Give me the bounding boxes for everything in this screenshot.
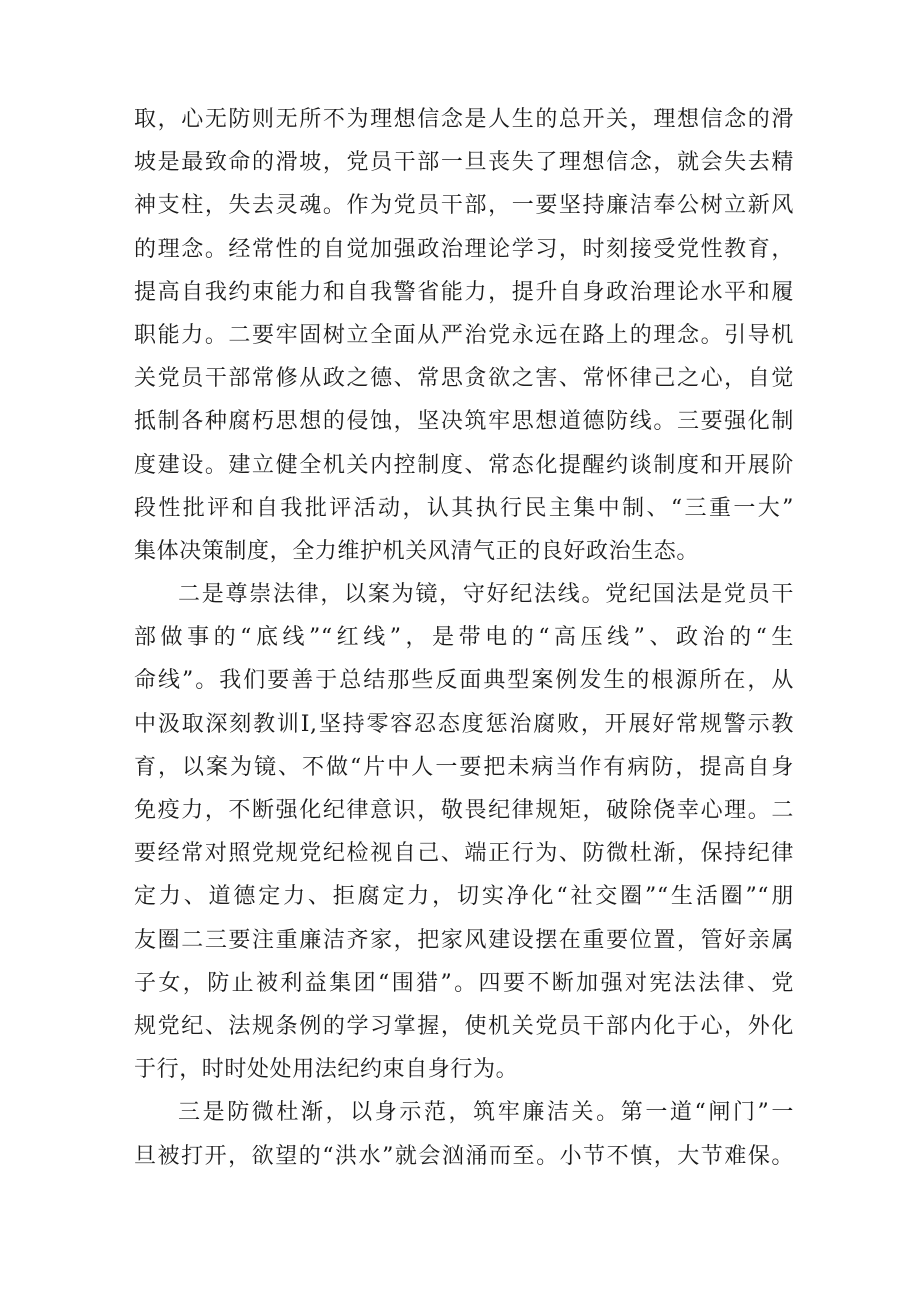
text-line: 友圈二三要注重廉洁齐家，把家风建设摆在重要位置，管好亲属 [134,927,794,953]
text-line: 规党纪、法规条例的学习掌握，使机关党员干部内化于心，外化 [134,1013,794,1039]
text-line: 关党员干部常修从政之德、常思贪欲之害、常怀律己之心，自觉 [134,366,794,392]
text-line: 的理念。经常性的自觉加强政治理论学习，时刻接受党性教育， [134,236,794,262]
text-line: 三是防微杜渐，以身示范，筑牢廉洁关。第一道“闸门”一 [178,1100,794,1126]
text-line: 中汲取深刻教训I,坚持零容忍态度惩治腐败，开展好常规警示教 [134,711,794,737]
text-line: 子女，防止被利益集团“围猎”。四要不断加强对宪法法律、党 [134,970,794,996]
paragraph-prevention [134,1091,794,1177]
text-line: 度建设。建立健全机关内控制度、常态化提醒约谈制度和开展阶 [134,452,794,478]
text-line: 定力、道德定力、拒腐定力，切实净化“社交圈”“生活圈”“朋 [134,884,794,910]
text-line: 育，以案为镜、不做“片中人一要把未病当作有病防，提高自身 [134,754,794,780]
text-line: 坡是最致命的滑坡，党员干部一旦丧失了理想信念，就会失去精 [134,150,794,176]
text-line: 集体决策制度，全力维护机关风清气正的良好政治生态。 [134,538,700,564]
text-line: 段性批评和自我批评活动，认其执行民主集中制、“三重一大” [134,495,794,521]
text-line: 职能力。二要牢固树立全面从严治党永远在路上的理念。引导机 [134,322,794,348]
text-line: 免疫力，不断强化纪律意识，敬畏纪律规矩，破除侥幸心理。二 [134,798,794,823]
text-line: 部做事的“底线”“红线”，是带电的“高压线”、政治的“生 [134,625,794,651]
text-line: 旦被打开，欲望的“洪水”就会汹涌而至。小节不慎，大节难保。 [134,1143,794,1169]
text-line: 二是尊崇法律，以案为镜，守好纪法线。党纪国法是党员干 [178,582,794,608]
text-line: 抵制各种腐朽思想的侵蚀，坚决筑牢思想道德防线。三要强化制 [134,409,794,435]
text-line: 要经常对照党规党纪检视自己、端正行为、防微杜渐，保持纪律 [134,841,794,867]
paragraph-law [134,573,794,1091]
text-line: 提高自我约束能力和自我警省能力，提升自身政治理论水平和履 [134,279,794,305]
text-line: 取，心无防则无所不为理想信念是人生的总开关，理想信念的滑 [134,107,794,132]
paragraph-ideals [134,98,794,573]
document-body [134,98,794,1178]
text-line: 于行，时时处处用法纪约束自身行为。 [134,1057,519,1083]
text-line: 神支柱，失去灵魂。作为党员干部，一要坚持廉洁奉公树立新风 [134,193,794,219]
text-line: 命线”。我们要善于总结那些反面典型案例发生的根源所在，从 [134,668,794,694]
